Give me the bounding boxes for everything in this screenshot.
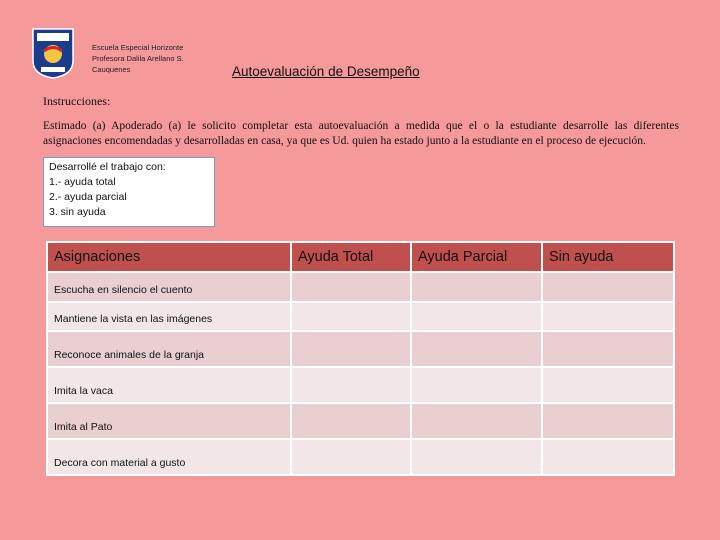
school-info xyxy=(92,42,184,75)
table-row xyxy=(47,403,674,439)
instructions-label: Instrucciones: xyxy=(43,94,111,108)
help-option-total: 1.- ayuda total xyxy=(49,176,116,188)
header-ayuda-parcial: Ayuda Parcial xyxy=(411,242,542,272)
row-label: Mantiene la vista en las imágenes xyxy=(47,302,291,331)
cell-ayuda-parcial[interactable] xyxy=(411,272,542,302)
cell-ayuda-total[interactable] xyxy=(291,403,411,439)
cell-sin-ayuda[interactable] xyxy=(542,272,674,302)
cell-sin-ayuda[interactable] xyxy=(542,439,674,475)
cell-sin-ayuda[interactable] xyxy=(542,367,674,403)
table-row xyxy=(47,272,674,302)
help-box-heading: Desarrollé el trabajo con: xyxy=(49,161,166,173)
school-name: Escuela Especial Horizonte xyxy=(92,43,184,52)
help-option-partial: 2.- ayuda parcial xyxy=(49,191,127,203)
row-label: Imita al Pato xyxy=(47,403,291,439)
table-row xyxy=(47,331,674,367)
row-label: Reconoce animales de la granja xyxy=(47,331,291,367)
teacher-name: Profesora Dalila Arellano S. xyxy=(92,54,184,63)
table-row xyxy=(47,302,674,331)
table-header-row xyxy=(47,242,674,272)
school-logo xyxy=(31,27,75,79)
self-evaluation-table xyxy=(46,241,675,476)
cell-ayuda-total[interactable] xyxy=(291,272,411,302)
row-label: Imita la vaca xyxy=(47,367,291,403)
row-label: Decora con material a gusto xyxy=(47,439,291,475)
help-level-box xyxy=(43,157,215,227)
cell-sin-ayuda[interactable] xyxy=(542,331,674,367)
cell-ayuda-parcial[interactable] xyxy=(411,403,542,439)
header-sin-ayuda: Sin ayuda xyxy=(542,242,674,272)
table-row xyxy=(47,367,674,403)
cell-ayuda-parcial[interactable] xyxy=(411,302,542,331)
school-city: Cauquenes xyxy=(92,65,131,74)
cell-ayuda-total[interactable] xyxy=(291,302,411,331)
cell-ayuda-parcial[interactable] xyxy=(411,439,542,475)
instructions-text: Estimado (a) Apoderado (a) le solicito completar esta autoevaluación a medida que el o la estudiante desarrolle las diferentes asignaciones encomendadas y desarrolladas en casa, ya que es Ud. quien ha estado junto a la estudiante en el proceso de ejecución. xyxy=(43,120,679,147)
cell-ayuda-total[interactable] xyxy=(291,439,411,475)
header-ayuda-total: Ayuda Total xyxy=(291,242,411,272)
header-asignaciones: Asignaciones xyxy=(47,242,291,272)
cell-ayuda-total[interactable] xyxy=(291,367,411,403)
cell-ayuda-parcial[interactable] xyxy=(411,367,542,403)
cell-sin-ayuda[interactable] xyxy=(542,403,674,439)
cell-ayuda-parcial[interactable] xyxy=(411,331,542,367)
row-label: Escucha en silencio el cuento xyxy=(47,272,291,302)
help-option-none: 3. sin ayuda xyxy=(49,206,106,218)
cell-ayuda-total[interactable] xyxy=(291,331,411,367)
table-row xyxy=(47,439,674,475)
page-title: Autoevaluación de Desempeño xyxy=(232,64,420,79)
cell-sin-ayuda[interactable] xyxy=(542,302,674,331)
